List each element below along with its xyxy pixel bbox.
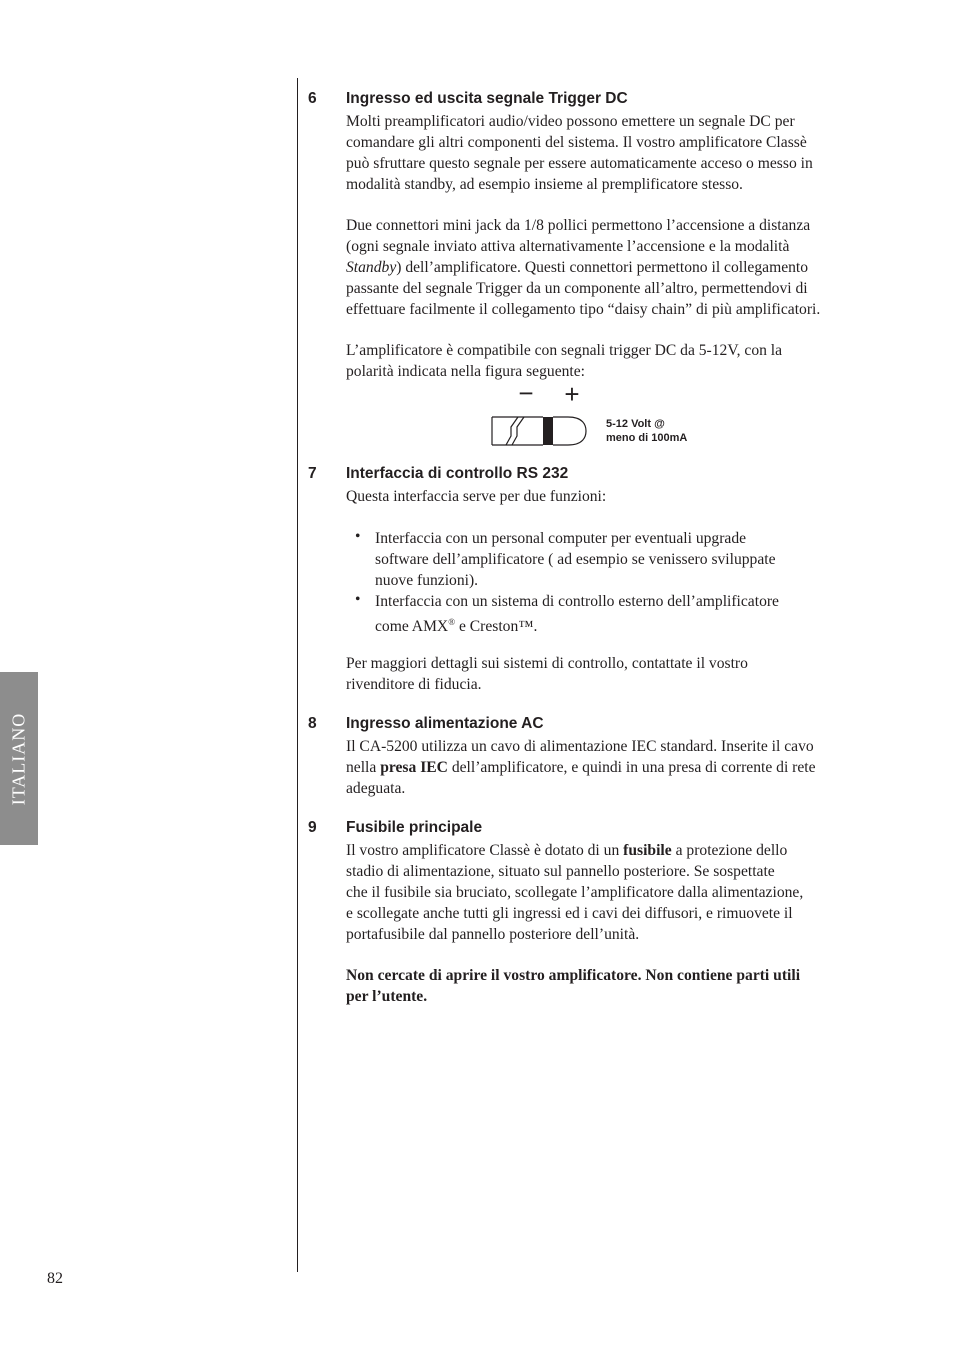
text-line: Interfaccia con un personal computer per eventuali upgrade	[375, 530, 747, 547]
section-heading: Ingresso ed uscita segnale Trigger DC	[346, 90, 628, 107]
section-number: 8	[308, 715, 317, 732]
text-fragment: a protezione dello	[671, 842, 788, 859]
plug-tip	[553, 417, 586, 445]
text-line: stadio di alimentazione, situato sul pannello posteriore. Se sospettate	[346, 863, 775, 880]
warning-paragraph	[346, 965, 866, 1007]
column-divider-line	[297, 78, 298, 1272]
text-line: Per maggiori dettagli sui sistemi di controllo, contattate il vostro	[346, 655, 748, 672]
text-fragment: e Creston™.	[455, 618, 538, 636]
text-line: per l’utente.	[346, 988, 428, 1005]
section-number: 6	[308, 90, 317, 107]
text-line: effettuare facilmente il collegamento tipo “daisy chain” di più amplificatori.	[346, 301, 821, 318]
text-fragment: nella	[346, 759, 381, 776]
plus-sign: +	[564, 382, 580, 409]
paragraph	[346, 653, 866, 695]
language-side-tab	[0, 672, 38, 845]
text-fragment: come AMX	[375, 618, 449, 636]
text-fragment: Il vostro amplificatore Classè è dotato di un	[346, 842, 624, 859]
section-number: 9	[308, 819, 317, 836]
language-side-tab-label: ITALIANO	[8, 712, 29, 805]
paragraph	[346, 840, 866, 945]
bullet-marker: •	[355, 528, 361, 545]
paragraph	[346, 340, 866, 382]
mini-jack-plug-figure	[488, 382, 718, 452]
sleeve-break-mark	[512, 417, 524, 445]
text-line: Questa interfaccia serve per due funzioni:	[346, 488, 607, 505]
text-line: nuove funzioni).	[375, 572, 479, 589]
text-line: può sfruttare questo segnale per essere automaticamente acceso o messo in	[346, 155, 813, 172]
minus-sign: −	[518, 382, 534, 408]
insulator-ring	[543, 417, 553, 445]
text-fragment: ) dell’amplificatore. Questi connettori permettono il collegamento	[396, 259, 809, 276]
text-line: passante del segnale Trigger da un componente all’altro, permettendovi di	[346, 280, 808, 297]
text-line: Due connettori mini jack da 1/8 pollici permettono l’accensione a distanza	[346, 217, 811, 234]
text-line	[375, 612, 845, 637]
text-line: Molti preamplificatori audio/video possono emettere un segnale DC per	[346, 113, 795, 130]
bold-term: presa IEC	[380, 759, 448, 776]
section-heading: Fusibile principale	[346, 819, 483, 836]
text-line	[346, 757, 866, 778]
text-line: Non cercate di aprire il vostro amplificatore. Non contiene parti utili	[346, 967, 801, 984]
paragraph	[346, 215, 866, 320]
section-heading: Interfaccia di controllo RS 232	[346, 465, 569, 482]
text-line	[346, 257, 866, 278]
text-line	[346, 840, 866, 861]
section-number: 7	[308, 465, 317, 482]
text-line: comandare gli altri componenti del sistema. Il vostro amplificatore Classè	[346, 134, 807, 151]
text-line: polarità indicata nella figura seguente:	[346, 363, 586, 380]
text-line: (ogni segnale inviato attiva alternativamente l’accensione e la modalità	[346, 238, 790, 255]
paragraph	[346, 736, 866, 799]
current-label: meno di 100mA	[606, 432, 688, 444]
registered-mark: ®	[448, 617, 456, 627]
text-line: adeguata.	[346, 780, 406, 797]
paragraph	[346, 111, 866, 195]
text-line: che il fusibile sia bruciato, scollegate l’amplificatore dalla alimentazione,	[346, 884, 804, 901]
text-line: L’amplificatore è compatibile con segnali trigger DC da 5-12V, con la	[346, 342, 783, 359]
bullet-item	[375, 591, 845, 637]
trigger-polarity-diagram	[488, 382, 718, 457]
text-line: portafusibile dal pannello posteriore dell’unità.	[346, 926, 640, 943]
text-line: e scollegate anche tutti gli ingressi ed i cavi dei diffusori, e rimuovete il	[346, 905, 793, 922]
text-line: rivenditore di fiducia.	[346, 676, 482, 693]
section-heading: Ingresso alimentazione AC	[346, 715, 544, 732]
italic-term: Standby	[346, 259, 397, 276]
text-fragment: dell’amplificatore, e quindi in una presa di corrente di rete	[447, 759, 816, 776]
page-number: 82	[47, 1270, 63, 1287]
voltage-label: 5-12 Volt @	[606, 418, 665, 430]
sleeve-break-mark	[506, 417, 518, 445]
bullet-item	[375, 528, 845, 591]
text-line: Interfaccia con un sistema di controllo esterno dell’amplificatore	[375, 593, 779, 610]
text-line: modalità standby, ad esempio insieme al premplificatore stesso.	[346, 176, 743, 193]
text-line: Il CA-5200 utilizza un cavo di alimentazione IEC standard. Inserite il cavo	[346, 738, 814, 755]
text-line: software dell’amplificatore ( ad esempio se venissero sviluppate	[375, 551, 776, 568]
paragraph	[346, 486, 866, 507]
bullet-marker: •	[355, 591, 361, 608]
bold-term: fusibile	[623, 842, 672, 859]
